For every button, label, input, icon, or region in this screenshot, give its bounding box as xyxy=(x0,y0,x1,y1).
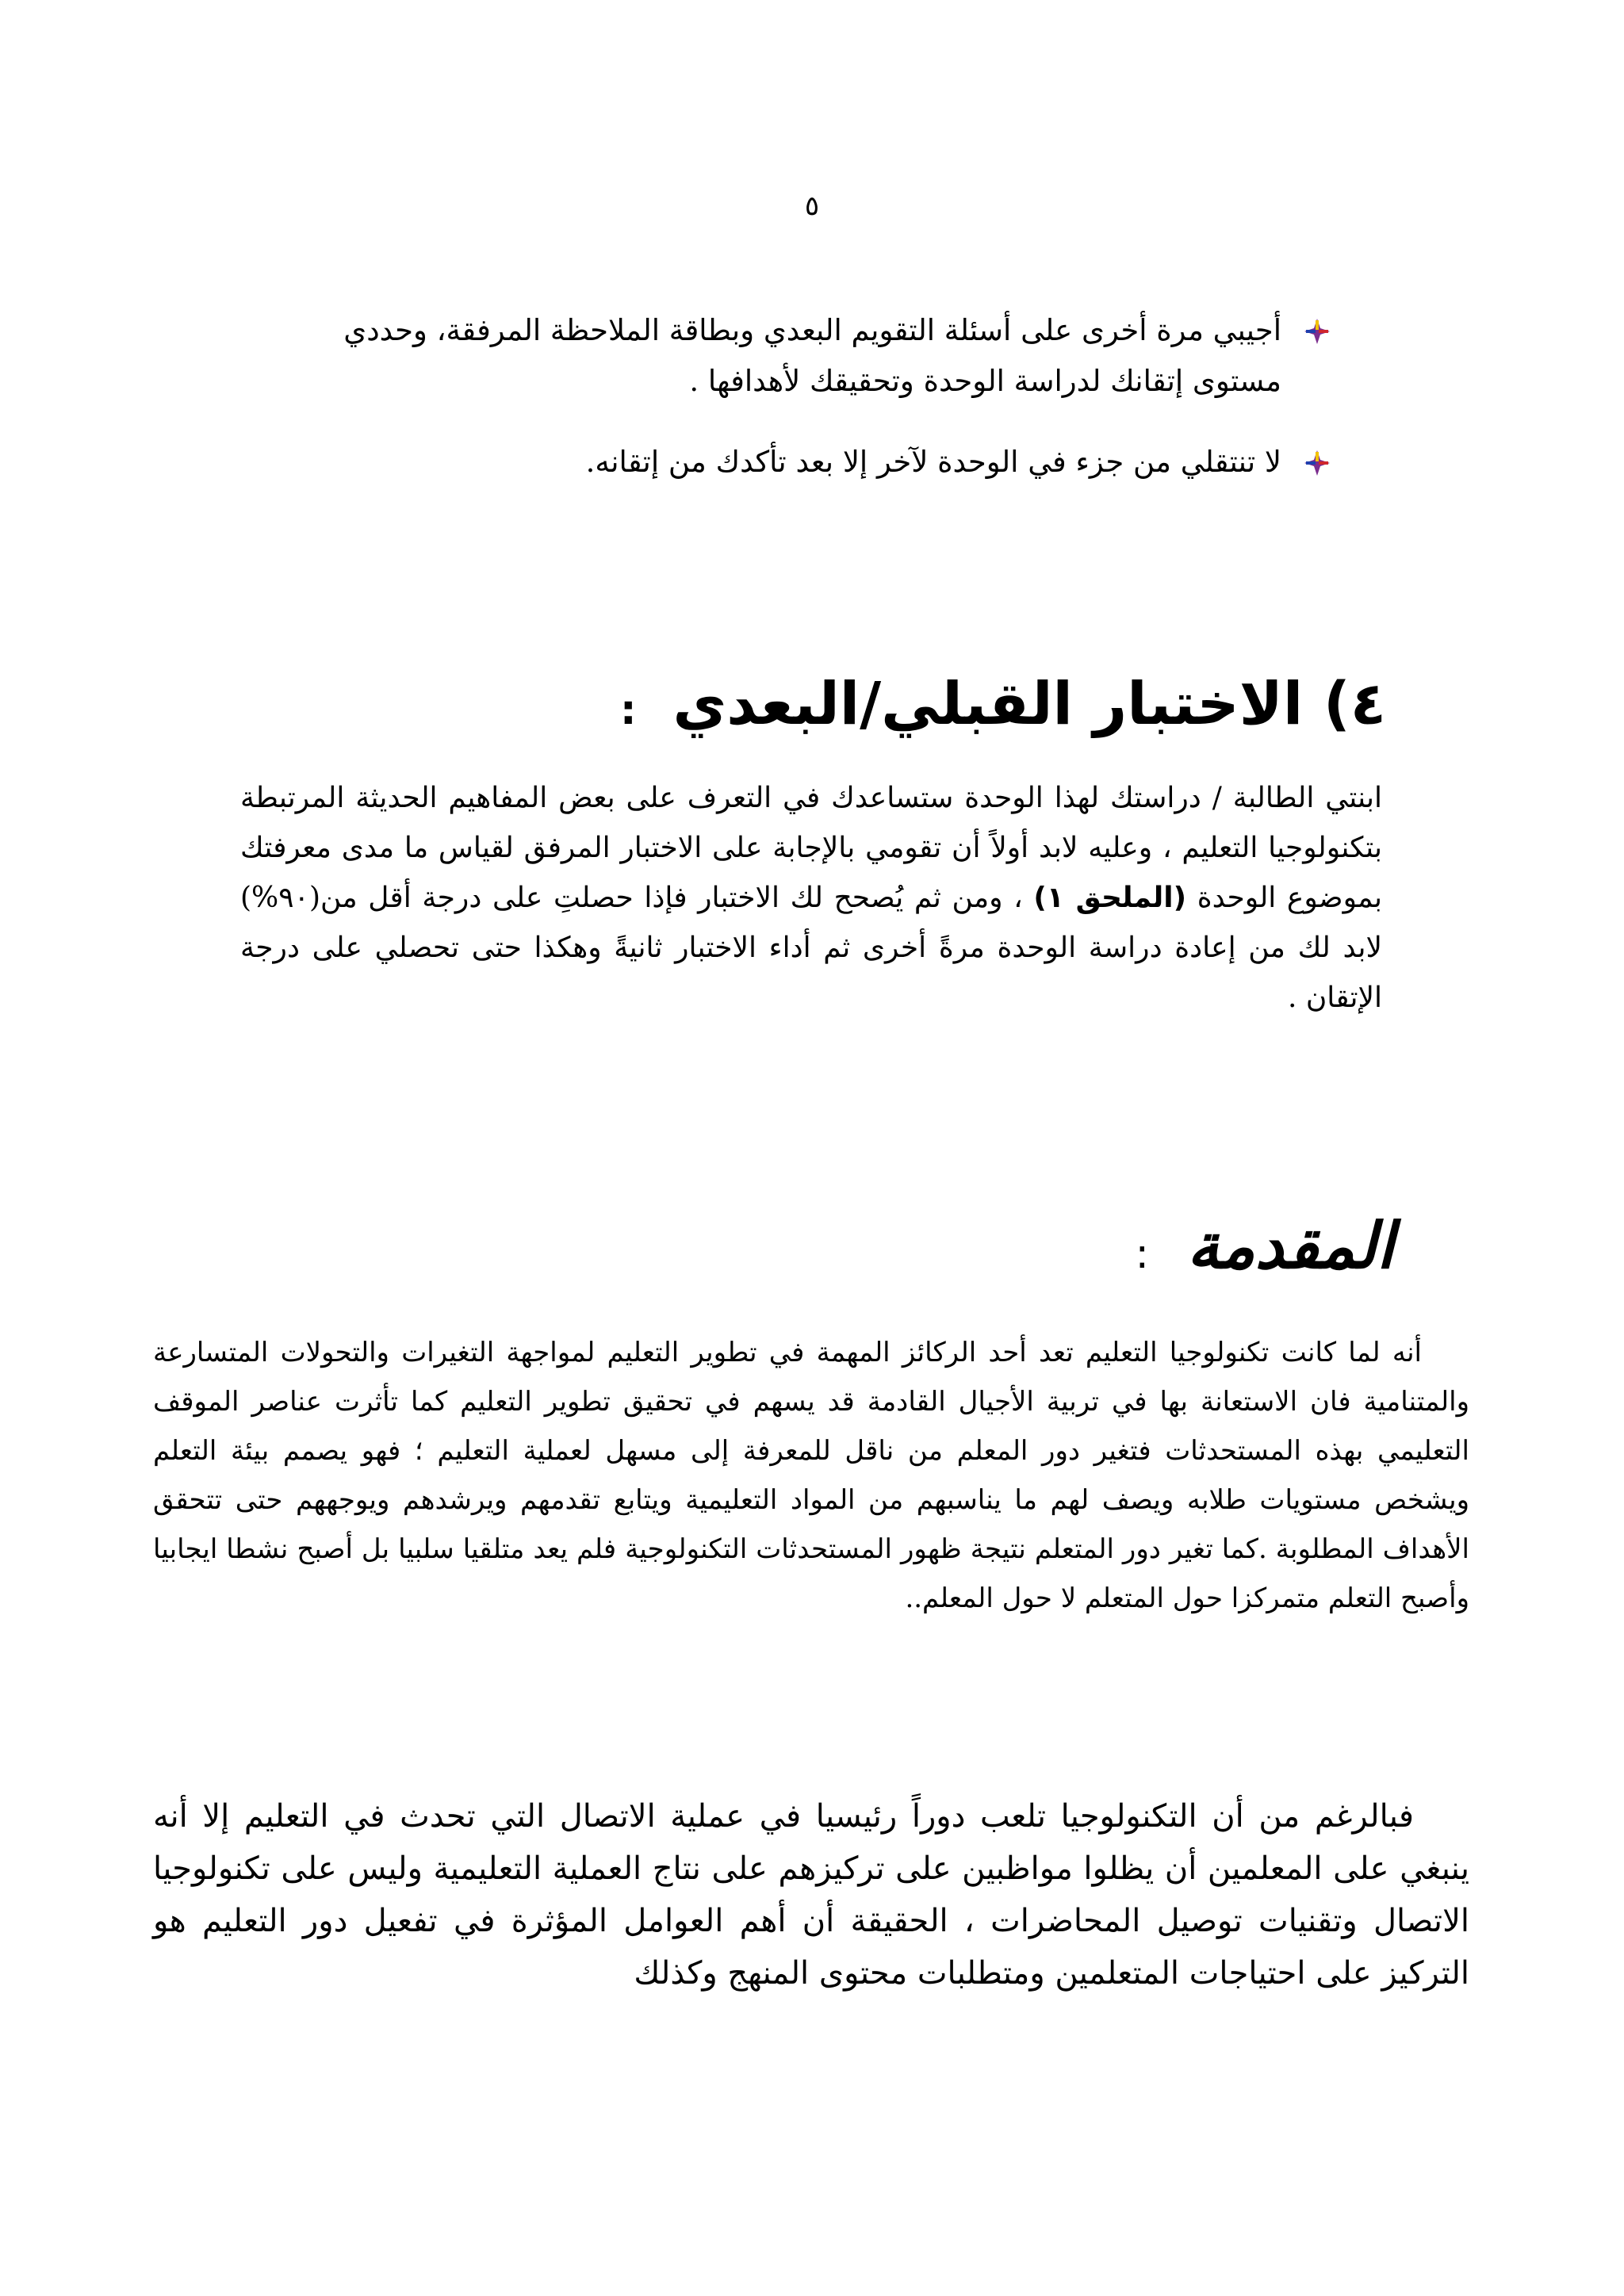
bullet-text: أجيبي مرة أخرى على أسئلة التقويم البعدي وبطاقة الملاحظة المرفقة، وحددي مستوى إتقانك لدراسة الوحدة وتحقيقك لأهدافها . xyxy=(343,313,1281,398)
appendix-reference: (الملحق ١) xyxy=(1033,882,1187,914)
intro-paragraph-1: أنه لما كانت تكنولوجيا التعليم تعد أحد الركائز المهمة في تطوير التعليم لمواجهة التغيرات والتحولات المتسارعة والمتنامية فان الاستعانة بها في تربية الأجيال القادمة قد يسهم في تحقيق تطوير التعليم كما تأثرت عناصر الموقف التعليمي بهذه المستحدثات فتغير دور المعلم من ناقل للمعرفة إلى مسهل لعملية التعليم ؛ فهو يصمم بيئة التعلم ويشخص مستويات طلابه ويصف لهم ما يناسبهم من المواد التعليمية ويتابع تقدمهم ويرشدهم ويوجههم حتى تتحقق الأهداف المطلوبة .كما تغير دور المتعلم نتيجة ظهور المستحدثات التكنولوجية فلم يعد متلقيا سلبيا بل أصبح نشطا ايجابيا وأصبح التعلم متمركزا حول المتعلم لا حول المعلم.. xyxy=(153,1337,1469,1614)
pretest-paragraph xyxy=(240,773,1382,1023)
section-title: الاختبار القبلي/البعدي xyxy=(672,670,1304,738)
intro-heading xyxy=(1136,1209,1394,1283)
section-4-heading xyxy=(620,670,1386,738)
section-number: ٤) xyxy=(1323,670,1386,738)
four-point-star-bullet-icon xyxy=(1304,450,1331,476)
four-point-star-bullet-icon xyxy=(1304,318,1331,345)
heading-colon: : xyxy=(619,687,637,734)
bullet-list xyxy=(284,305,1331,518)
bullet-text: لا تنتقلي من جزء في الوحدة لآخر إلا بعد تأكدك من إتقانه. xyxy=(585,445,1281,479)
intro-title: المقدمة xyxy=(1186,1209,1394,1283)
heading-colon: : xyxy=(1135,1230,1150,1278)
pretest-text-part2: ، ومن ثم يُصحح لك الاختبار فإذا حصلتِ على درجة أقل من(٩٠%) لابد لك من إعادة دراسة الوحدة مرةً أخرى ثم أداء الاختبار ثانيةً وهكذا حتى تحصلي على درجة الإتقان . xyxy=(240,882,1382,1014)
pretest-text-part1: ابنتي الطالبة / دراستك لهذا الوحدة ستساعدك في التعرف على بعض المفاهيم الحديثة المرتبطة بتكنولوجيا التعليم ، وعليه لابد أولاً أن تقومي بالإجابة على الاختبار المرفق لقياس ما مدى معرفتك بموضوع الوحدة xyxy=(240,782,1382,914)
intro-paragraph-2: فبالرغم من أن التكنولوجيا تلعب دوراً رئيسيا في عملية الاتصال التي تحدث في التعليم إلا أنه ينبغي على المعلمين أن يظلوا مواظبين على تركيزهم على نتاج العملية التعليمية وليس على تكنولوجيا الاتصال وتقنيات توصيل المحاضرات ، الحقيقة أن أهم العوامل المؤثرة في تفعيل دور التعليم هو التركيز على احتياجات المتعلمين ومتطلبات محتوى المنهج وكذلك xyxy=(153,1798,1469,1992)
bullet-item xyxy=(284,305,1331,407)
page-number: ٥ xyxy=(804,190,820,222)
bullet-item xyxy=(284,437,1331,488)
